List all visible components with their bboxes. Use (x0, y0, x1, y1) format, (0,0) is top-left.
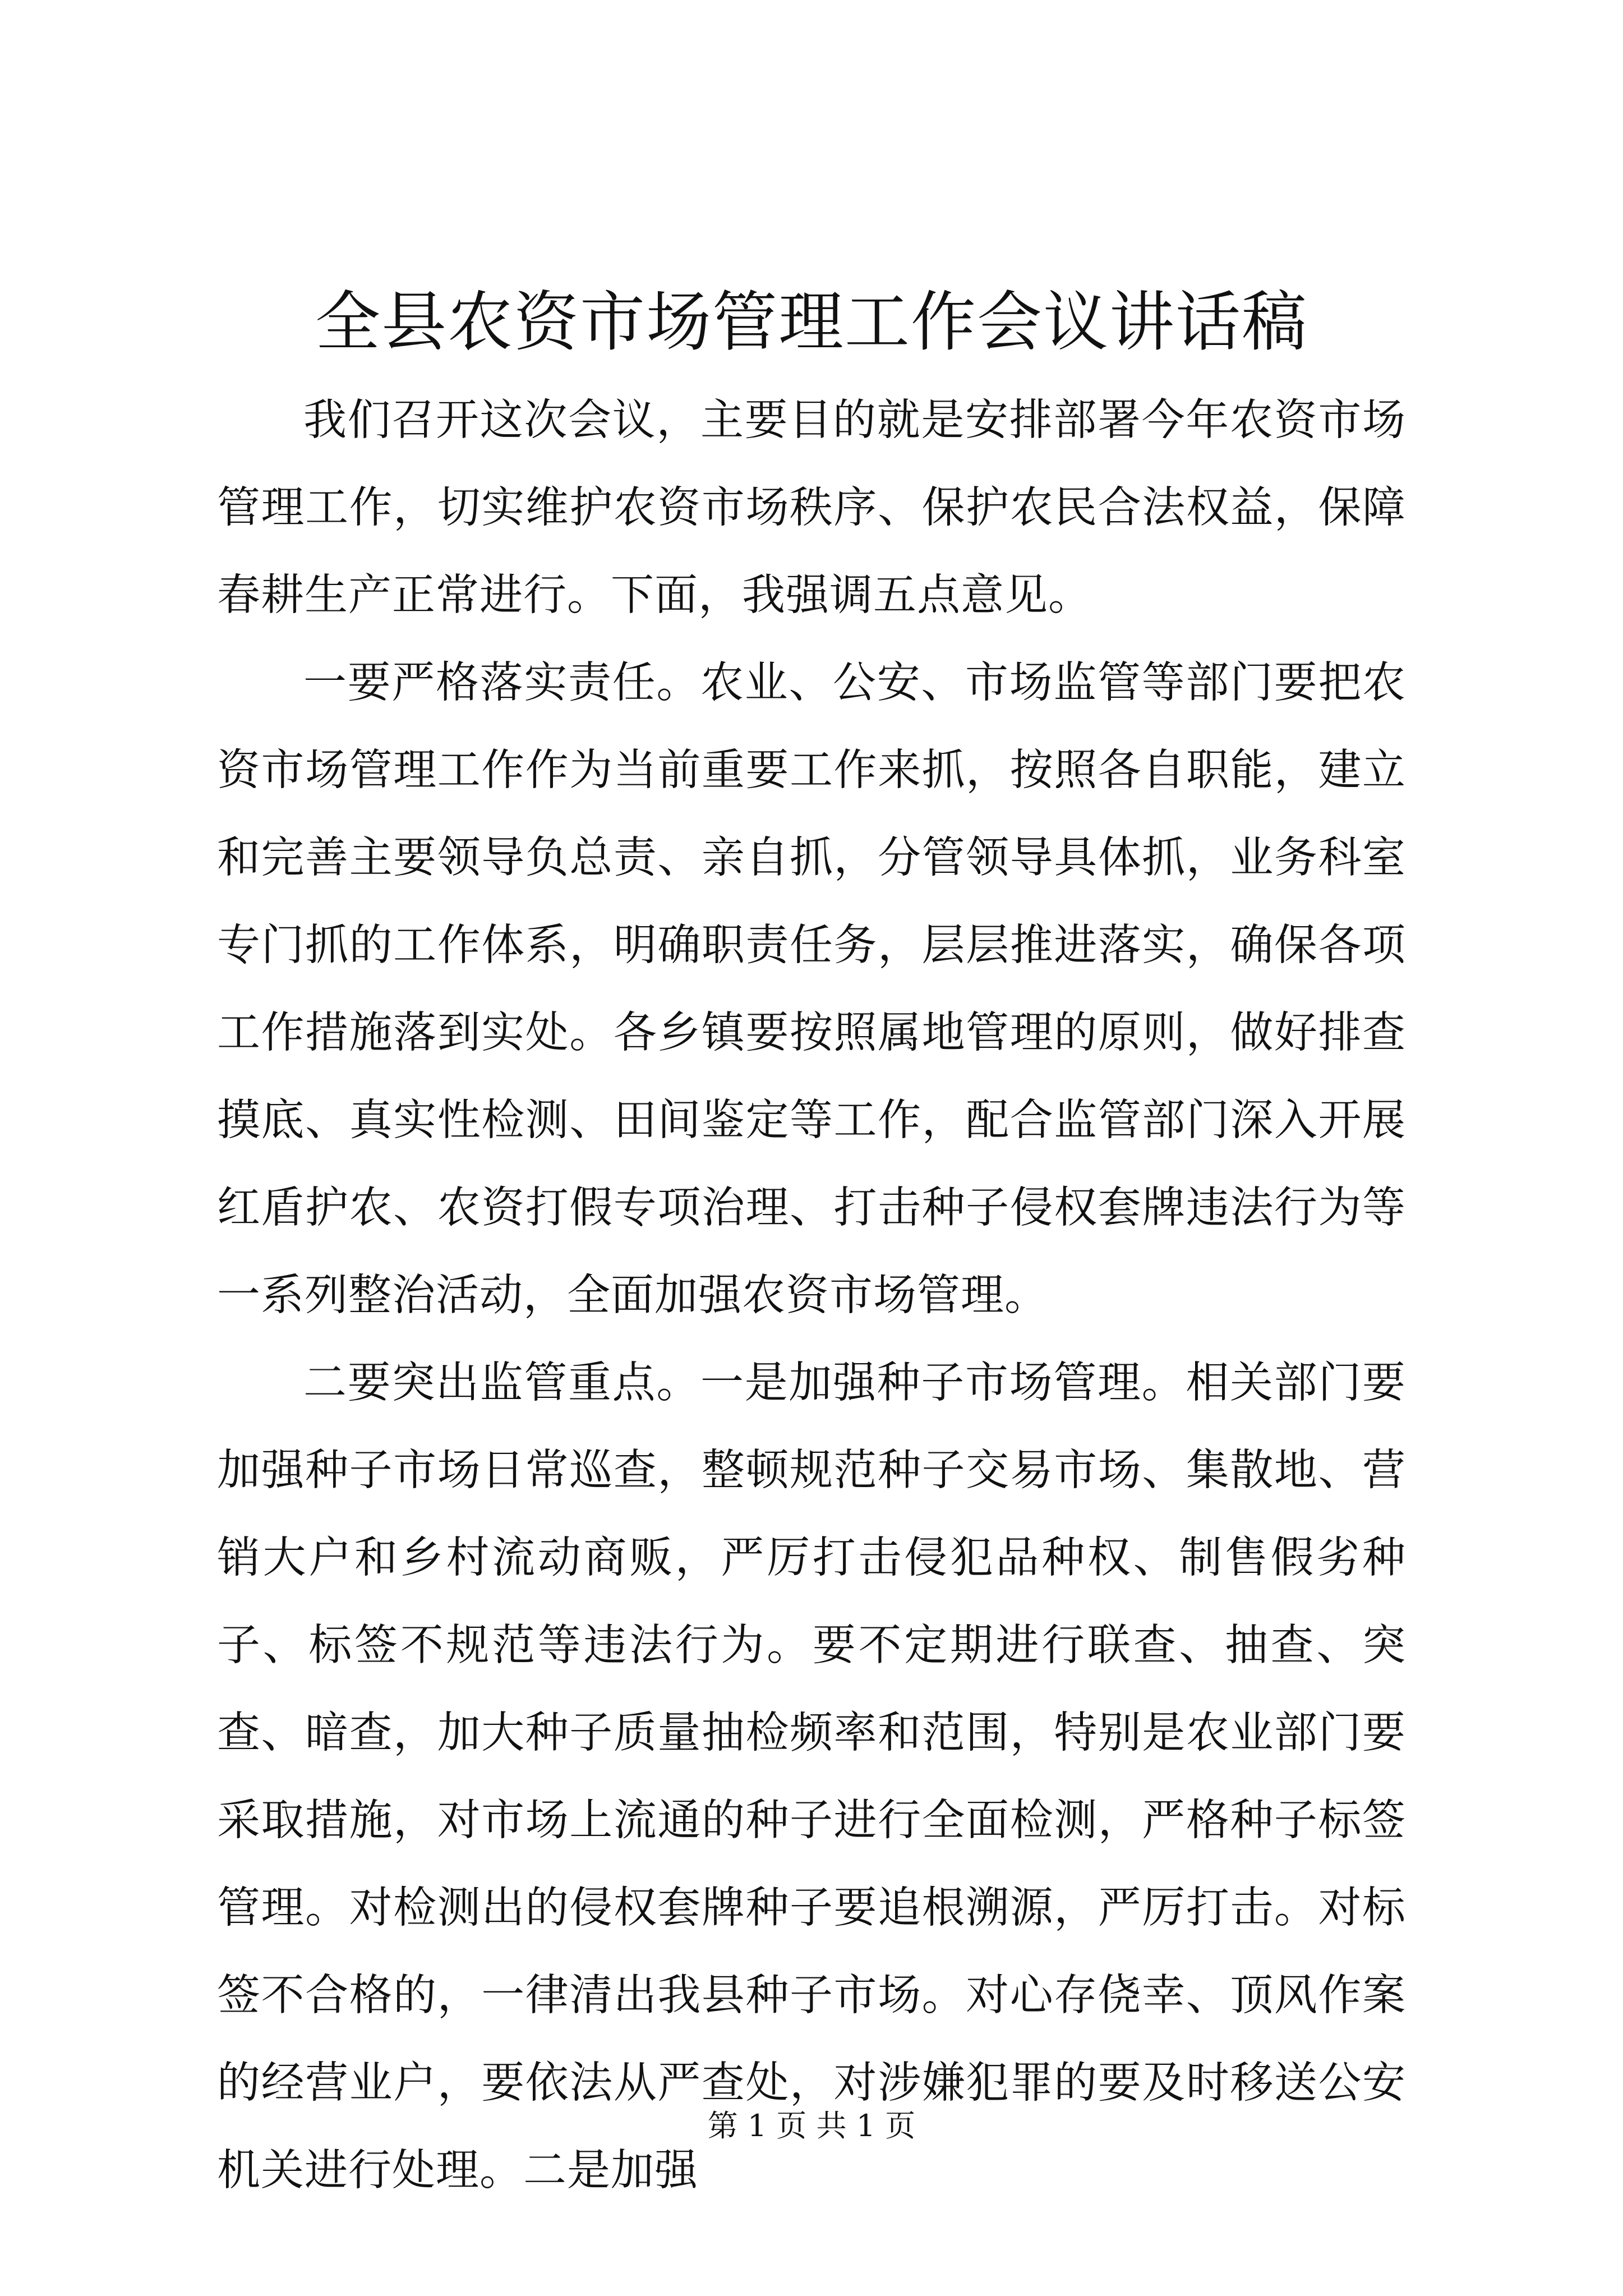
document-title: 全县农资市场管理工作会议讲话稿 (315, 284, 1308, 360)
paragraph-intro: 我们召开这次会议，主要目的就是安排部署今年农资市场管理工作，切实维护农资市场秩序、保护农民合法权益，保障春耕生产正常进行。下面，我强调五点意见。 (217, 395, 1406, 620)
page-number-footer: 第 1 页 共 1 页 (707, 2108, 916, 2143)
paragraph-responsibility: 一要严格落实责任。农业、公安、市场监管等部门要把农资市场管理工作作为当前重要工作来抓，按照各自职能，建立和完善主要领导负总责、亲自抓，分管领导具体抓，业务科室专门抓的工作体系，明确职责任务，层层推进落实，确保各项工作措施落到实处。各乡镇要按照属地管理的原则，做好排查摸底、真实性检测、田间鉴定等工作，配合监管部门深入开展红盾护农、农资打假专项治理、打击种子侵权套牌违法行为等一系列整治活动，全面加强农资市场管理。 (217, 658, 1406, 1320)
paragraph-supervision: 二要突出监管重点。一是加强种子市场管理。相关部门要加强种子市场日常巡查，整顿规范种子交易市场、集散地、营销大户和乡村流动商贩，严厉打击侵犯品种权、制售假劣种子、标签不规范等违法行为。要不定期进行联查、抽查、突查、暗查，加大种子质量抽检频率和范围，特别是农业部门要采取措施，对市场上流通的种子进行全面检测，严格种子标签管理。对检测出的侵权套牌种子要追根溯源，严厉打击。对标签不合格的，一律清出我县种子市场。对心存侥幸、顶风作案的经营业户，要依法从严查处，对涉嫌犯罪的要及时移送公安机关进行处理。二是加强 (217, 1358, 1406, 2196)
document-body (217, 377, 1406, 2215)
